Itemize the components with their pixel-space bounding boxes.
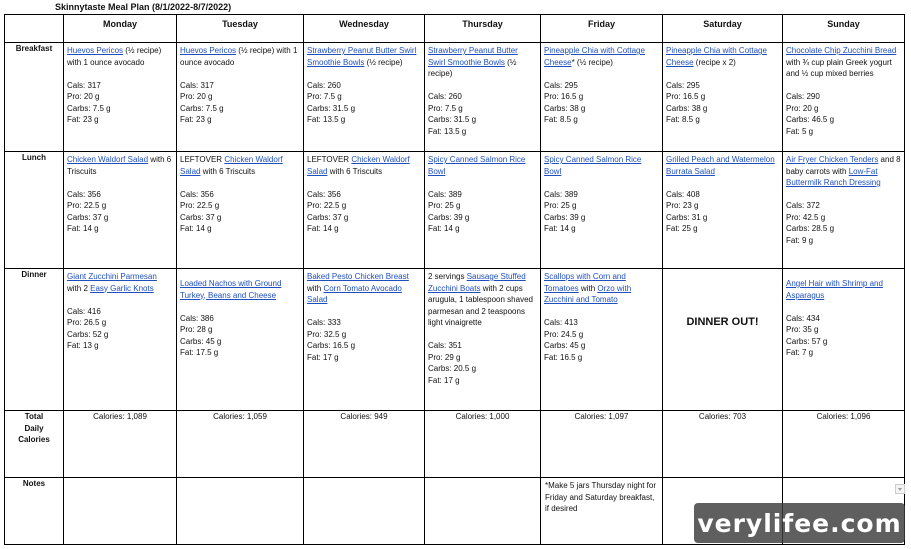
nutrition-line: Cals: 260: [428, 92, 462, 101]
spacer: [67, 177, 173, 189]
spacer: [544, 177, 659, 189]
nutrition-line: Carbs: 37 g: [67, 212, 109, 222]
recipe-link[interactable]: Chicken Waldorf Salad: [180, 155, 283, 176]
nutrition-line: Cals: 389: [544, 189, 578, 199]
nutrition-line: Cals: 260: [307, 80, 341, 90]
nutrition-line: Cals: 317: [180, 80, 214, 90]
note-text: *Make 5 jars Thursday night for Friday and Saturday breakfast, if desired: [545, 481, 657, 513]
recipe-link[interactable]: Air Fryer Chicken Tenders: [786, 155, 879, 164]
breakfast-cell: [663, 43, 783, 152]
nutrition-line: Carbs: 39 g: [544, 212, 586, 222]
nutrition-line: Fat: 13.5 g: [428, 126, 467, 136]
spacer: [786, 189, 901, 201]
lunch-row: [5, 152, 905, 269]
spacer: [307, 68, 421, 80]
dinner-content: [64, 269, 176, 352]
nutrition-line: Cals: 356: [307, 189, 341, 199]
meal-suffix: with 2 cups arugula, 1 tablespoon shaved parmesan and 2 teaspoons light vinaigrette: [428, 283, 533, 327]
spacer: [428, 329, 537, 341]
nutrition-line: Pro: 7.5 g: [307, 92, 342, 101]
spacer: [67, 294, 173, 306]
nutrition-line: Fat: 17.5 g: [180, 348, 219, 357]
recipe-link[interactable]: Chocolate Chip Zucchini Bread: [786, 46, 897, 55]
breakfast-cell: [177, 43, 304, 152]
dinner-cell: [177, 269, 304, 411]
nutrition-line: Fat: 14 g: [67, 224, 99, 233]
nutrition-line: Pro: 25 g: [544, 201, 577, 210]
nutrition-line: Carbs: 37 g: [307, 212, 349, 222]
nutrition-line: Pro: 7.5 g: [428, 103, 463, 113]
meal-suffix: with ¾ cup plain Greek yogurt and ½ cup mixed berries: [786, 57, 892, 78]
total-calories: Calories: 1,097: [541, 411, 663, 478]
nutrition-line: Cals: 408: [666, 189, 700, 199]
recipe-link[interactable]: Baked Pesto Chicken Breast: [307, 272, 409, 281]
recipe-link[interactable]: Chicken Waldorf Salad: [67, 155, 149, 164]
lunch-content: [64, 152, 176, 235]
dinner-content: [304, 269, 424, 363]
breakfast-content: [541, 43, 662, 126]
nutrition-line: Cals: 333: [307, 318, 341, 327]
row-label-notes: Notes: [5, 478, 64, 545]
nutrition-line: Carbs: 31 g: [666, 212, 708, 222]
dinner-content: [177, 269, 303, 359]
total-calories: Calories: 1,000: [425, 411, 541, 478]
nutrition-line: Cals: 295: [544, 80, 578, 90]
nutrition-line: Fat: 14 g: [544, 224, 576, 233]
spacer: [544, 306, 659, 318]
breakfast-cell: [304, 43, 425, 152]
recipe-link[interactable]: Low-Fat Buttermilk Ranch Dressing: [786, 166, 881, 187]
nutrition-line: Carbs: 20.5 g: [428, 364, 477, 373]
meal-description: [67, 154, 173, 177]
nutrition-line: Cals: 356: [180, 189, 214, 199]
spacer: [666, 68, 779, 80]
recipe-link[interactable]: Scallops with Corn and Tomatoes: [544, 272, 626, 293]
breakfast-cell: [783, 43, 905, 152]
recipe-link[interactable]: Pineapple Chia with Cottage Cheese: [666, 46, 767, 67]
meal-description: [544, 154, 659, 177]
dinner-content: [541, 269, 662, 363]
meal-prefix: LEFTOVER: [307, 155, 352, 164]
total-calories: Calories: 949: [304, 411, 425, 478]
spacer: [307, 177, 421, 189]
nutrition-line: Carbs: 31.5 g: [428, 115, 477, 124]
dinner-cell: [64, 269, 177, 411]
total-calories: Calories: 703: [663, 411, 783, 478]
day-header-tuesday: Tuesday: [177, 15, 304, 43]
meal-prefix: 2 servings: [428, 272, 467, 281]
spacer: [428, 80, 537, 92]
row-label-total-line: Daily: [24, 423, 44, 433]
spacer: [180, 301, 300, 313]
nutrition-line: Fat: 9 g: [786, 235, 814, 245]
recipe-link[interactable]: Grilled Peach and Watermelon Burrata Salad: [666, 155, 775, 176]
corner-cell: [5, 15, 64, 43]
total-calories: Calories: 1,059: [177, 411, 304, 478]
meal-suffix: * (½ recipe): [571, 57, 613, 67]
nutrition-line: Pro: 20 g: [786, 103, 819, 113]
nutrition-line: Fat: 16.5 g: [544, 352, 583, 362]
nutrition-line: Pro: 29 g: [428, 352, 461, 362]
nutrition-line: Pro: 26.5 g: [67, 318, 107, 327]
nutrition-line: Cals: 351: [428, 341, 462, 350]
lunch-cell: [177, 152, 304, 269]
day-header-friday: Friday: [541, 15, 663, 43]
lunch-content: [304, 152, 424, 235]
lunch-cell: [663, 152, 783, 269]
breakfast-content: [783, 43, 904, 137]
nutrition-line: Fat: 14 g: [180, 224, 212, 233]
meal-suffix: with 6 Triscuits: [200, 166, 256, 176]
nutrition-line: Pro: 16.5 g: [544, 92, 584, 101]
nutrition-line: Cals: 290: [786, 92, 820, 101]
meal-suffix: with: [578, 283, 598, 293]
day-header-saturday: Saturday: [663, 15, 783, 43]
meal-suffix: and 8 baby carrots with: [786, 155, 901, 176]
breakfast-content: [663, 43, 782, 126]
recipe-link[interactable]: Sausage Stuffed Zucchini Boats: [428, 272, 526, 293]
lunch-cell: [425, 152, 541, 269]
nutrition-line: Fat: 8.5 g: [544, 115, 578, 124]
nutrition-line: Fat: 14 g: [428, 224, 460, 233]
nutrition-line: Fat: 23 g: [180, 115, 212, 124]
nutrition-line: Cals: 356: [67, 189, 101, 199]
nutrition-line: Cals: 317: [67, 80, 101, 90]
nutrition-line: Carbs: 7.5 g: [67, 103, 111, 113]
spacer: [307, 306, 421, 318]
breakfast-cell: [64, 43, 177, 152]
total-row: [5, 411, 905, 478]
meal-suffix: (recipe x 2): [693, 57, 736, 67]
nutrition-line: Pro: 32.5 g: [307, 329, 347, 339]
spacer: [180, 177, 300, 189]
nutrition-line: Carbs: 52 g: [67, 329, 109, 339]
recipe-link[interactable]: Orzo with Zucchini and Tomato: [544, 283, 632, 304]
dinner-cell: [425, 269, 541, 411]
notes-cell-0: [64, 478, 177, 545]
nutrition-line: Fat: 17 g: [307, 352, 339, 362]
row-label-total-line: Total: [24, 412, 44, 421]
nutrition-line: Cals: 434: [786, 313, 820, 323]
meal-description: [428, 271, 537, 329]
lunch-content: [663, 152, 782, 235]
day-header-sunday: Sunday: [783, 15, 905, 43]
page-title: Skinnytaste Meal Plan (8/1/2022-8/7/2022): [55, 2, 232, 12]
meal-plan-table: [4, 14, 905, 545]
nutrition-line: Carbs: 46.5 g: [786, 115, 835, 124]
nutrition-line: Pro: 22.5 g: [180, 201, 220, 210]
meal-suffix: (½ recipe): [428, 57, 517, 78]
nutrition-line: Cals: 413: [544, 318, 578, 327]
spacer: [544, 68, 659, 80]
meal-description: [67, 45, 173, 68]
spacer: [67, 68, 173, 80]
dinner-cell: [304, 269, 425, 411]
meal-suffix: with 2: [67, 283, 91, 293]
nutrition-line: Pro: 20 g: [180, 92, 213, 101]
day-header-thursday: Thursday: [425, 15, 541, 43]
breakfast-cell: [425, 43, 541, 152]
meal-description: [67, 271, 173, 294]
nutrition-line: Fat: 13.5 g: [307, 115, 346, 124]
spacer: [786, 80, 901, 92]
nutrition-line: Carbs: 45 g: [544, 341, 586, 350]
spacer: [666, 177, 779, 189]
nutrition-line: Fat: 14 g: [307, 224, 339, 233]
recipe-link[interactable]: Spicy Canned Salmon Rice Bowl: [428, 155, 526, 176]
day-header-wednesday: Wednesday: [304, 15, 425, 43]
recipe-link[interactable]: Pineapple Chia with Cottage Cheese: [544, 46, 645, 67]
meal-description: [666, 154, 779, 177]
nutrition-line: Pro: 25 g: [428, 201, 461, 210]
lunch-cell: [541, 152, 663, 269]
lunch-content: [425, 152, 540, 235]
total-calories: Calories: 1,096: [783, 411, 905, 478]
meal-description: [786, 278, 901, 301]
nutrition-line: Pro: 35 g: [786, 325, 819, 334]
nutrition-line: Carbs: 57 g: [786, 336, 828, 346]
row-label-total-line: Calories: [18, 435, 50, 444]
meal-description: [307, 154, 421, 177]
nutrition-line: Carbs: 38 g: [666, 103, 708, 113]
nutrition-line: Fat: 13 g: [67, 341, 99, 350]
nutrition-line: Fat: 25 g: [666, 224, 698, 233]
nutrition-line: Carbs: 38 g: [544, 103, 586, 113]
meal-suffix: (½ recipe) with 1 ounce avocado: [67, 46, 162, 67]
meal-description: [180, 154, 300, 177]
meal-description: [786, 45, 901, 80]
nutrition-line: Cals: 372: [786, 201, 820, 210]
dinner-cell: [783, 269, 905, 411]
recipe-link[interactable]: Strawberry Peanut Butter Swirl Smoothie Bowls: [428, 46, 518, 67]
breakfast-content: [177, 43, 303, 126]
day-header-row: [5, 15, 905, 43]
nutrition-line: Pro: 20 g: [67, 92, 100, 101]
meal-suffix: with 6 Triscuits: [67, 155, 172, 176]
nutrition-line: Cals: 295: [666, 80, 700, 90]
nutrition-line: Pro: 22.5 g: [307, 201, 347, 210]
nutrition-line: Carbs: 45 g: [180, 336, 222, 346]
total-calories: Calories: 1,089: [64, 411, 177, 478]
breakfast-row: [5, 43, 905, 152]
nutrition-line: Carbs: 28.5 g: [786, 224, 835, 233]
notes-cell-2: [304, 478, 425, 545]
meal-suffix: with: [307, 283, 324, 293]
breakfast-content: [304, 43, 424, 126]
recipe-link[interactable]: Angel Hair with Shrimp and Asparagus: [786, 279, 883, 300]
row-label-breakfast: Breakfast: [5, 43, 64, 152]
dinner-row: [5, 269, 905, 411]
dinner-out-label: DINNER OUT!: [686, 316, 759, 328]
recipe-link[interactable]: Giant Zucchini Parmesan: [67, 272, 157, 281]
nutrition-line: Fat: 17 g: [428, 375, 460, 385]
recipe-link[interactable]: Strawberry Peanut Butter Swirl Smoothie Bowls: [307, 46, 417, 67]
meal-description: [180, 45, 300, 68]
lunch-cell: [304, 152, 425, 269]
nutrition-line: Cals: 389: [428, 189, 462, 199]
breakfast-content: [425, 43, 540, 137]
notes-cell-1: [177, 478, 304, 545]
recipe-link[interactable]: Huevos Pericos: [180, 46, 237, 55]
meal-description: [307, 45, 421, 68]
lunch-content: [783, 152, 904, 246]
row-label-dinner: Dinner: [5, 269, 64, 411]
nutrition-line: Carbs: 16.5 g: [307, 341, 356, 350]
meal-suffix: (½ recipe) with 1 ounce avocado: [180, 46, 298, 67]
nutrition-line: Fat: 7 g: [786, 348, 814, 357]
meal-description: [307, 271, 421, 306]
meal-suffix: with 6 Triscuits: [327, 166, 383, 176]
nutrition-line: Carbs: 37 g: [180, 212, 222, 222]
lunch-cell: [783, 152, 905, 269]
nutrition-line: Pro: 23 g: [666, 201, 699, 210]
nutrition-line: Pro: 42.5 g: [786, 212, 826, 222]
recipe-link[interactable]: Huevos Pericos: [67, 46, 124, 55]
nutrition-line: Fat: 5 g: [786, 126, 814, 136]
dinner-cell: [663, 269, 783, 411]
breakfast-cell: [541, 43, 663, 152]
recipe-link[interactable]: Corn Tomato Avocado Salad: [307, 283, 402, 304]
meal-description: [180, 278, 300, 301]
nutrition-line: Fat: 8.5 g: [666, 115, 700, 124]
notes-cell-3: [425, 478, 541, 545]
meal-suffix: (½ recipe): [364, 57, 403, 67]
nutrition-line: Carbs: 39 g: [428, 212, 470, 222]
recipe-link[interactable]: Loaded Nachos with Ground Turkey, Beans and Cheese: [180, 279, 282, 300]
meal-description: [786, 154, 901, 189]
nutrition-line: Pro: 24.5 g: [544, 329, 584, 339]
nutrition-line: Fat: 23 g: [67, 115, 99, 124]
nutrition-line: Cals: 386: [180, 313, 214, 323]
recipe-link[interactable]: Spicy Canned Salmon Rice Bowl: [544, 155, 642, 176]
row-label-lunch: Lunch: [5, 152, 64, 269]
spacer: [786, 301, 901, 313]
meal-description: [666, 45, 779, 68]
watermark-text: verylifee.com: [697, 508, 902, 538]
lunch-content: [177, 152, 303, 235]
recipe-link[interactable]: Easy Garlic Knots: [90, 283, 154, 293]
breakfast-content: [64, 43, 176, 126]
nutrition-line: Pro: 28 g: [180, 325, 213, 334]
dinner-cell: [541, 269, 663, 411]
meal-description: [544, 45, 659, 68]
nutrition-line: Carbs: 31.5 g: [307, 103, 356, 113]
row-label-total: [5, 411, 64, 478]
meal-description: [428, 45, 537, 80]
dinner-content: [783, 269, 904, 359]
nutrition-line: Carbs: 7.5 g: [180, 103, 224, 113]
watermark-logo: [694, 503, 905, 543]
meal-prefix: LEFTOVER: [180, 155, 225, 164]
lunch-cell: [64, 152, 177, 269]
spacer: [180, 68, 300, 80]
meal-description: [428, 154, 537, 177]
nutrition-line: Pro: 16.5 g: [666, 92, 706, 101]
meal-description: [544, 271, 659, 306]
notes-cell-4: [541, 478, 663, 545]
nutrition-line: Pro: 22.5 g: [67, 201, 107, 210]
day-header-monday: Monday: [64, 15, 177, 43]
dinner-content: [425, 269, 540, 386]
recipe-link[interactable]: Chicken Waldorf Salad: [307, 155, 410, 176]
dropdown-arrow-icon[interactable]: [895, 484, 905, 494]
spacer: [428, 177, 537, 189]
nutrition-line: Cals: 416: [67, 306, 101, 316]
lunch-content: [541, 152, 662, 235]
